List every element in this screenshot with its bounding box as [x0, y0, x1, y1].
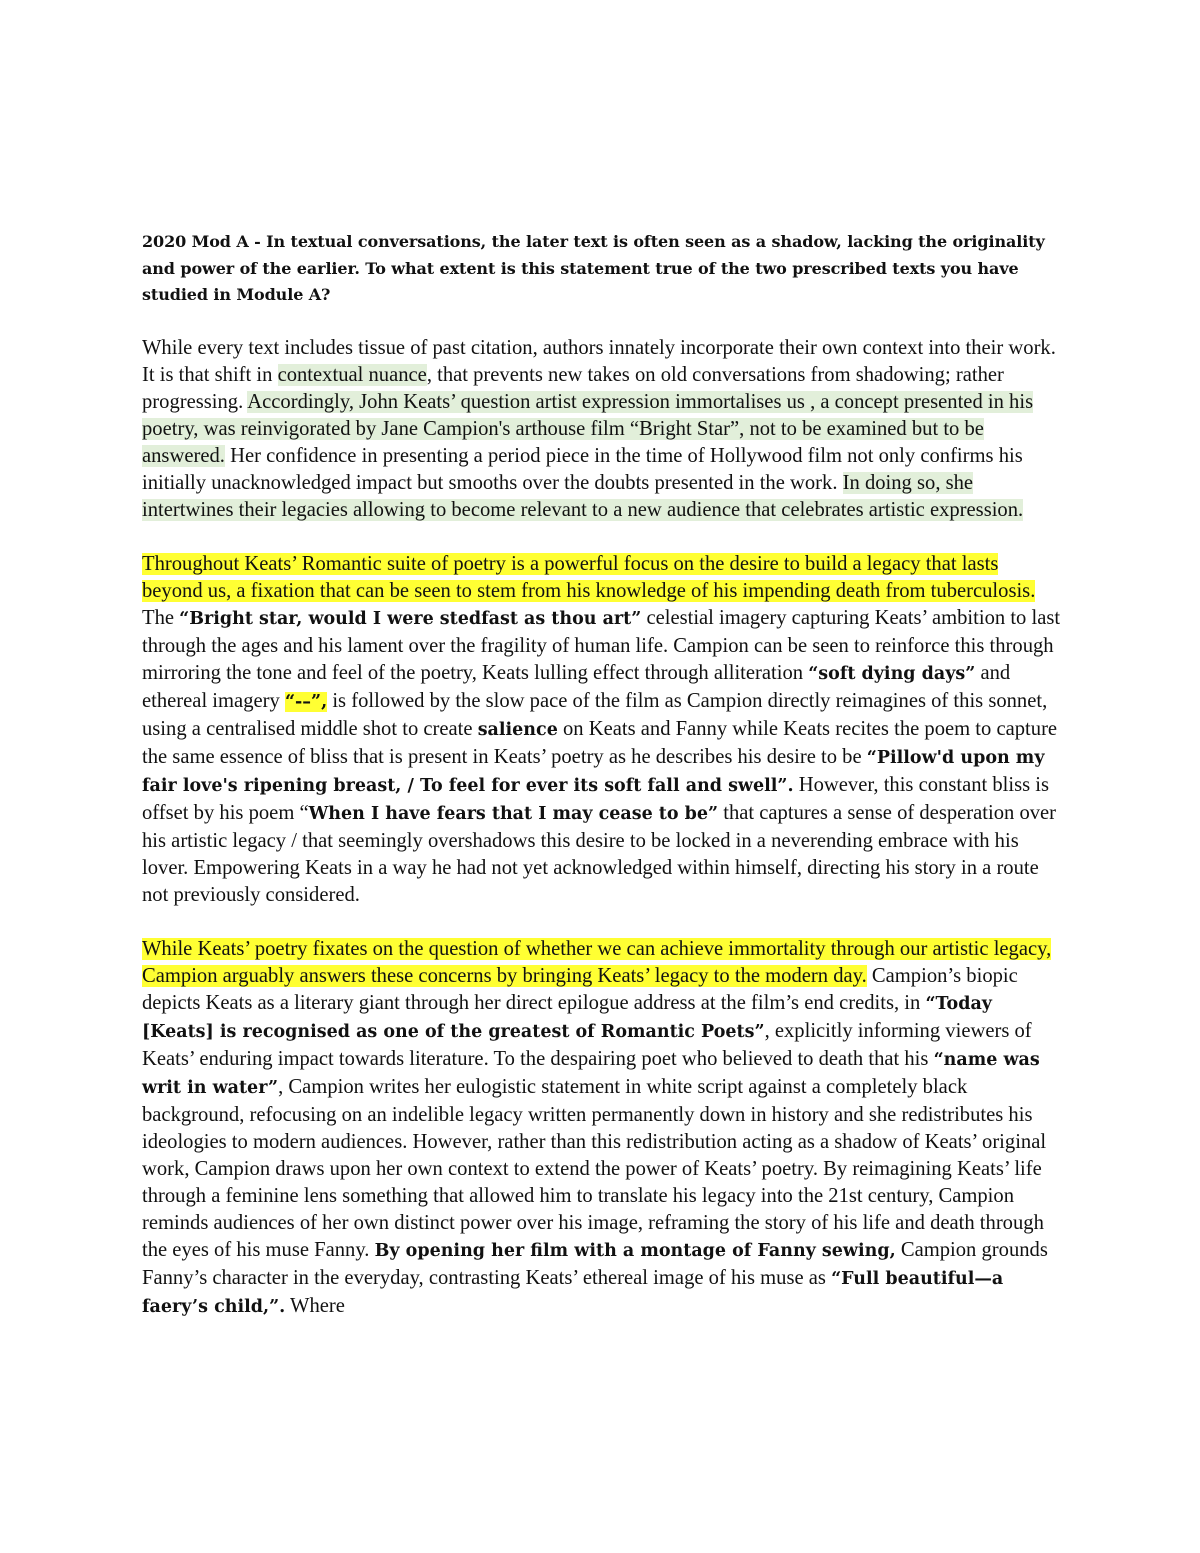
yellow-highlight: While Keats’ poetry fixates on the question of whether we can achieve immortality through our artistic legacy, Campion arguably answers these concerns by bringing Keats’ legacy to the modern day.: [142, 937, 1052, 987]
document-body: [142, 229, 1062, 1348]
text-run: , Campion writes her eulogistic statement in white script against a completely black background, refocusing on an indelible legacy written permanently down in history and she redistributes his ideologies to modern audiences. However, rather than this redistribution acting as a shadow of Keats’ original work, Campion draws upon her own context to extend the power of Keats’ poetry. By reimagining Keats’ life through a feminine lens something that allowed him to translate his legacy into the 21st century, Campion reminds audiences of her own distinct power over his image, reframing the story of his life and death through the eyes of his muse Fanny.: [142, 1075, 1047, 1261]
text-run: However, this constant bliss is offset by his poem “: [142, 773, 1050, 824]
bold-quote: “Pillow'd upon my fair love's ripening breast, / To feel for ever its soft fall and swell”.: [142, 747, 1045, 796]
text-run: Where: [285, 1294, 345, 1317]
text-run: [837, 472, 842, 494]
text-run: that captures a sense of desperation over his artistic legacy / that seemingly overshadows this desire to be locked in a neverending embrace with his lover. Empowering Keats in a way he had not yet acknowledged within himself, directing his story in a route not previously considered.: [142, 801, 1057, 906]
essay-question: 2020 Mod A - In textual conversations, the later text is often seen as a shadow, lacking the originality and power of the earlier. To what extent is this statement true of the two prescribed texts you have studied in Module A?: [142, 232, 1045, 304]
paragraph-introduction: [142, 335, 1062, 524]
bold-quote: When I have fears that I may cease to be”: [308, 803, 719, 824]
bold-quote: “Today [Keats] is recognised as one of the greatest of Romantic Poets”: [142, 993, 992, 1042]
text-run: Campion’s biopic depicts Keats as a literary giant through her direct epilogue address at the film’s end credits, in: [142, 964, 1018, 1014]
text-run: While every text includes tissue of past citation, authors innately incorporate their own context into their work. It is that shift in: [142, 336, 1056, 386]
bold-quote: “name was writ in water”: [142, 1049, 1040, 1098]
bold-phrase: By opening her film with a montage of Fanny sewing,: [374, 1240, 896, 1261]
text-run: and ethereal imagery: [142, 661, 1011, 712]
text-run: , explicitly informing viewers of Keats’ enduring impact towards literature. To the despairing poet who believed to death that his: [142, 1019, 1032, 1070]
paragraph-body-1: [142, 551, 1062, 909]
bold-quote: “Bright star, would I were stedfast as thou art”: [179, 608, 642, 629]
green-highlight: contextual nuance: [277, 363, 427, 386]
text-run: celestial imagery capturing Keats’ ambition to last through the ages and his lament over the fragility of human life. Campion can be seen to reinforce this through mirroring the tone and feel of the poetry, Keats lulling effect through alliteration: [142, 606, 1061, 684]
text-run: is followed by the slow pace of the film as Campion directly reimagines of this sonnet, using a centralised middle shot to create: [142, 689, 1048, 740]
text-run: The: [142, 606, 180, 629]
text-run: Her confidence in presenting a period piece in the time of Hollywood film not only confirms his initially unacknowledged impact but smooths over the doubts presented in the work.: [142, 444, 1023, 494]
green-highlight: In doing so, she intertwines their legacies allowing to become relevant to a new audience that celebrates artistic expression.: [142, 471, 1024, 521]
green-highlight: Accordingly, John Keats’ question artist expression immortalises us , a concept presented in his poetry, was reinvigorated by Jane Campion's arthouse film “Bright Star”, not to be examined but to be answered.: [142, 390, 1034, 467]
text-run: , that prevents new takes on old conversations from shadowing; rather progressing.: [142, 363, 1004, 413]
text-run: Campion grounds Fanny’s character in the everyday, contrasting Keats’ ethereal image of his muse as: [142, 1238, 1048, 1289]
text-run: on Keats and Fanny while Keats recites the poem to capture the same essence of bliss that is present in Keats’ poetry as he describes his desire to be: [142, 717, 1058, 768]
bold-quote: “soft dying days”: [808, 663, 976, 684]
paragraph-body-2: [142, 936, 1062, 1321]
yellow-highlight: Throughout Keats’ Romantic suite of poetry is a powerful focus on the desire to build a legacy that lasts beyond us, a fixation that can be seen to stem from his knowledge of his impending death from tuberculosis.: [142, 552, 1036, 602]
bold-quote: “Full beautiful—a faery’s child,”.: [142, 1268, 1004, 1317]
yellow-highlight-quote: “-–”,: [284, 691, 328, 712]
bold-term: salience: [477, 719, 558, 740]
